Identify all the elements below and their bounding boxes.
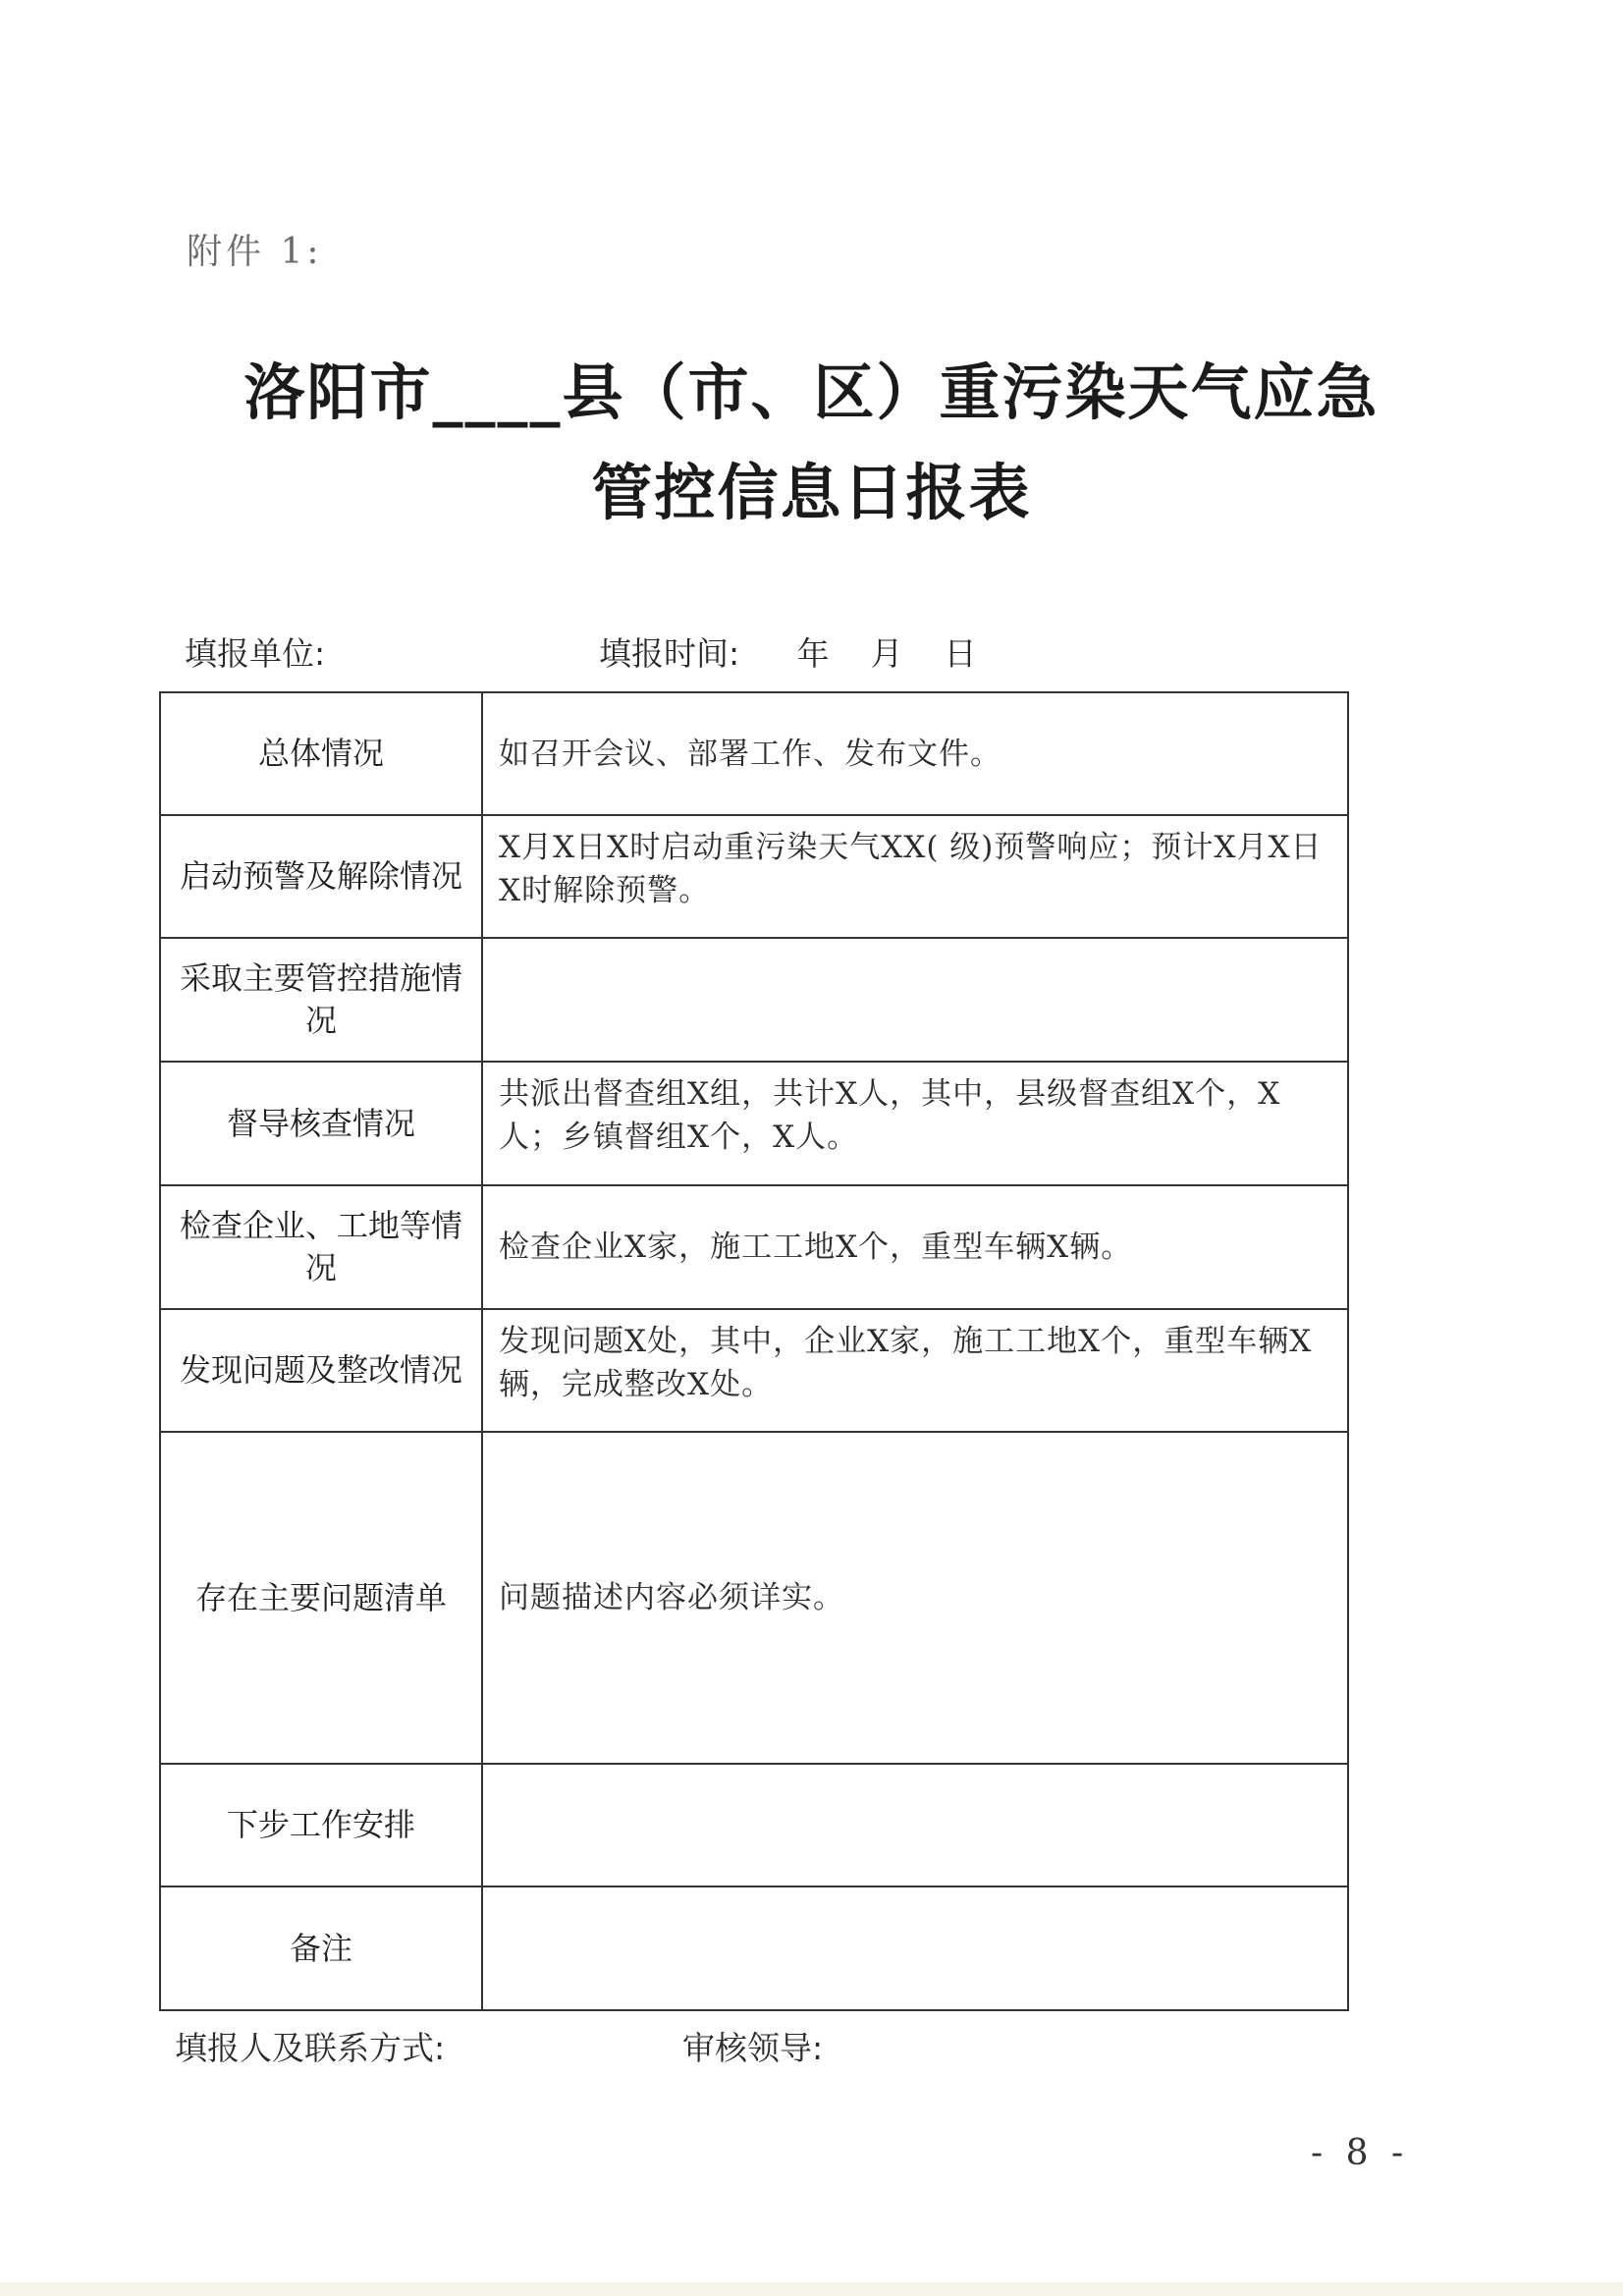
page-number: - 8 - — [1311, 2133, 1410, 2173]
row-label: 采取主要管控措施情况 — [160, 938, 482, 1062]
row-label: 总体情况 — [160, 692, 482, 815]
document-title-line2: 管控信息日报表 — [591, 457, 1032, 528]
row-content: 共派出督查组X组，共计X人，其中，县级督查组X个，X人；乡镇督组X个，X人。 — [482, 1062, 1348, 1185]
row-content: X月X日X时启动重污染天气XX( 级)预警响应；预计X月X日X时解除预警。 — [482, 815, 1348, 938]
table-row — [160, 1886, 1348, 2010]
row-content: 如召开会议、部署工作、发布文件。 — [482, 692, 1348, 815]
table-row — [160, 1764, 1348, 1886]
row-content — [482, 938, 1348, 1062]
row-label: 检查企业、工地等情况 — [160, 1185, 482, 1309]
row-content — [482, 1764, 1348, 1886]
reporting-time-field — [599, 629, 977, 675]
table-row — [160, 815, 1348, 938]
contact-label: 填报人及联系方式: — [175, 2029, 446, 2067]
reporting-date-placeholder: 年 月 日 — [796, 634, 977, 673]
table-row — [160, 938, 1348, 1062]
table-row — [160, 692, 1348, 815]
row-label: 发现问题及整改情况 — [160, 1309, 482, 1432]
row-label: 启动预警及解除情况 — [160, 815, 482, 938]
row-content: 发现问题X处，其中，企业X家，施工工地X个，重型车辆X辆，完成整改X处。 — [482, 1309, 1348, 1432]
attachment-label: 附件 1: — [187, 232, 323, 272]
row-label: 存在主要问题清单 — [160, 1432, 482, 1764]
table-row — [160, 1185, 1348, 1309]
daily-report-table — [159, 691, 1349, 2011]
table-row — [160, 1309, 1348, 1432]
row-label: 督导核查情况 — [160, 1062, 482, 1185]
reporting-time-label: 填报时间: — [599, 634, 740, 673]
table-row — [160, 1062, 1348, 1185]
row-content — [482, 1886, 1348, 2010]
reviewer-label: 审核领导: — [682, 2029, 824, 2067]
row-content: 检查企业X家，施工工地X个，重型车辆X辆。 — [482, 1185, 1348, 1309]
scan-edge — [0, 2282, 1623, 2296]
reporting-unit-label: 填报单位: — [185, 634, 326, 673]
table-row — [160, 1432, 1348, 1764]
row-content: 问题描述内容必须详实。 — [482, 1432, 1348, 1764]
row-label: 备注 — [160, 1886, 482, 2010]
row-label: 下步工作安排 — [160, 1764, 482, 1886]
document-title-line1: 洛阳市____县（市、区）重污染天气应急 — [243, 356, 1380, 428]
